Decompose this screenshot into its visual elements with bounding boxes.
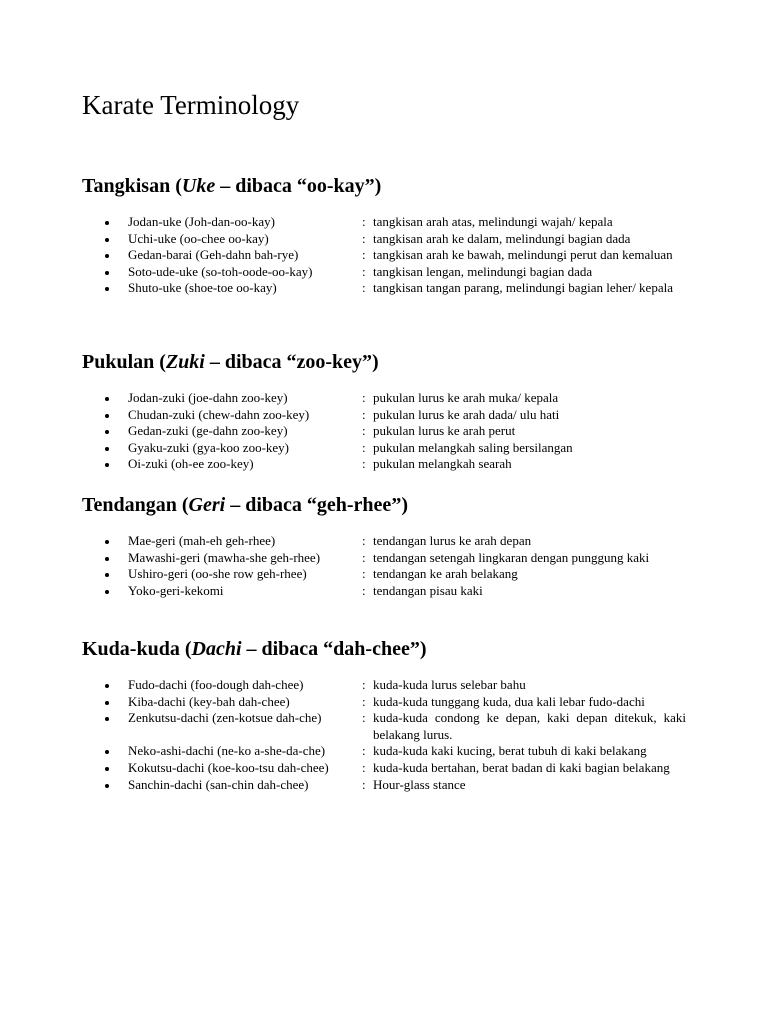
term-name: Gyaku-zuki (gya-koo zoo-key): [128, 439, 289, 455]
section-zuki: [82, 349, 687, 473]
list-item: [82, 407, 687, 424]
term-name: Zenkutsu-dachi (zen-kotsue dah-che): [128, 710, 322, 726]
term-name: Ushiro-geri (oo-she row geh-rhee): [128, 566, 307, 582]
term-list: [82, 214, 687, 297]
term-separator: :: [362, 423, 366, 439]
term-separator: :: [362, 247, 366, 263]
term-name: Jodan-uke (Joh-dan-oo-kay): [128, 214, 275, 229]
term-list: [82, 533, 687, 599]
term-separator: :: [362, 280, 366, 296]
list-item: [82, 456, 687, 473]
term-name: Gedan-zuki (ge-dahn zoo-key): [128, 423, 288, 439]
section-dachi: [82, 636, 687, 793]
list-item: [82, 743, 687, 760]
term-definition: tendangan ke arah belakang: [373, 566, 518, 582]
term-name: Mawashi-geri (mawha-she geh-rhee): [128, 549, 321, 565]
term-separator: :: [362, 390, 366, 405]
list-item: [82, 533, 687, 550]
term-definition: tendangan pisau kaki: [373, 582, 483, 598]
term-name: Jodan-zuki (joe-dahn zoo-key): [128, 390, 288, 405]
term-name: Gedan-barai (Geh-dahn bah-rye): [128, 247, 299, 263]
term-separator: :: [362, 776, 366, 792]
list-item: [82, 566, 687, 583]
term-separator: :: [362, 456, 366, 472]
section-heading: Tangkisan (Uke – dibaca “oo-kay”): [82, 175, 382, 197]
term-separator: :: [362, 693, 366, 709]
section-heading: Kuda-kuda (Dachi – dibaca “dah-chee”): [82, 638, 427, 660]
term-definition: pukulan melangkah saling bersilangan: [373, 439, 573, 455]
term-name: Neko-ashi-dachi (ne-ko a-she-da-che): [128, 743, 326, 759]
list-item: [82, 440, 687, 457]
term-definition: tendangan lurus ke arah depan: [373, 533, 532, 548]
term-name: Chudan-zuki (chew-dahn zoo-key): [128, 406, 310, 422]
term-name: Uchi-uke (oo-chee oo-kay): [128, 230, 269, 246]
term-definition: kuda-kuda kaki kucing, berat tubuh di kaki belakang: [373, 743, 647, 759]
term-name: Kiba-dachi (key-bah dah-chee): [128, 693, 290, 709]
bullet-icon: [82, 423, 128, 440]
term-definition: pukulan lurus ke arah dada/ ulu hati: [373, 406, 560, 422]
bullet-icon: [82, 677, 128, 694]
section-heading: Pukulan (Zuki – dibaca “zoo-key”): [82, 351, 379, 373]
term-list: [82, 677, 687, 793]
list-item: [82, 390, 687, 407]
list-item: [82, 264, 687, 281]
term-separator: :: [362, 549, 366, 565]
bullet-icon: [82, 583, 128, 600]
bullet-icon: [82, 214, 128, 231]
list-item: [82, 214, 687, 231]
section-uke: [82, 173, 687, 297]
term-definition: kuda-kuda lurus selebar bahu: [373, 677, 526, 692]
term-definition: tangkisan tangan parang, melindungi bagian leher/ kepala: [373, 280, 673, 296]
term-definition: tangkisan lengan, melindungi bagian dada: [373, 263, 593, 279]
bullet-icon: [82, 456, 128, 473]
list-item: [82, 231, 687, 248]
term-separator: :: [362, 230, 366, 246]
bullet-icon: [82, 231, 128, 248]
term-separator: :: [362, 566, 366, 582]
term-name: Sanchin-dachi (san-chin dah-chee): [128, 776, 309, 792]
bullet-icon: [82, 440, 128, 457]
bullet-icon: [82, 247, 128, 264]
term-name: Mae-geri (mah-eh geh-rhee): [128, 533, 276, 548]
list-item: [82, 777, 687, 794]
term-name: Shuto-uke (shoe-toe oo-kay): [128, 280, 277, 296]
bullet-icon: [82, 264, 128, 281]
section-heading: Tendangan (Geri – dibaca “geh-rhee”): [82, 494, 408, 516]
list-item: [82, 550, 687, 567]
bullet-icon: [82, 777, 128, 794]
term-separator: :: [362, 406, 366, 422]
bullet-icon: [82, 280, 128, 297]
term-definition: kuda-kuda bertahan, berat badan di kaki bagian belakang: [373, 759, 670, 775]
list-item: [82, 583, 687, 600]
list-item: [82, 677, 687, 694]
term-name: Oi-zuki (oh-ee zoo-key): [128, 456, 254, 472]
bullet-icon: [82, 533, 128, 550]
term-separator: :: [362, 439, 366, 455]
list-item: [82, 710, 687, 743]
list-item: [82, 423, 687, 440]
term-definition: pukulan lurus ke arah perut: [373, 423, 516, 439]
term-separator: :: [362, 214, 366, 229]
term-definition: kuda-kuda condong ke depan, kaki depan ditekuk, kaki belakang lurus.: [373, 710, 686, 742]
bullet-icon: [82, 407, 128, 424]
term-name: Kokutsu-dachi (koe-koo-tsu dah-chee): [128, 759, 329, 775]
term-separator: :: [362, 533, 366, 548]
bullet-icon: [82, 550, 128, 567]
term-definition: pukulan lurus ke arah muka/ kepala: [373, 390, 559, 405]
list-item: [82, 760, 687, 777]
term-name: Fudo-dachi (foo-dough dah-chee): [128, 677, 304, 692]
list-item: [82, 280, 687, 297]
term-definition: kuda-kuda tunggang kuda, dua kali lebar fudo-dachi: [373, 693, 645, 709]
term-separator: :: [362, 710, 366, 726]
term-separator: :: [362, 743, 366, 759]
term-separator: :: [362, 582, 366, 598]
list-item: [82, 247, 687, 264]
term-definition: tangkisan arah ke bawah, melindungi perut dan kemaluan: [373, 247, 673, 263]
term-separator: :: [362, 263, 366, 279]
bullet-icon: [82, 743, 128, 760]
term-separator: :: [362, 677, 366, 692]
term-definition: tendangan setengah lingkaran dengan punggung kaki: [373, 549, 650, 565]
term-definition: tangkisan arah atas, melindungi wajah/ kepala: [373, 214, 613, 229]
term-name: Soto-ude-uke (so-toh-oode-oo-kay): [128, 263, 313, 279]
bullet-icon: [82, 760, 128, 777]
bullet-icon: [82, 694, 128, 711]
list-item: [82, 694, 687, 711]
term-list: [82, 390, 687, 473]
document-title: Karate Terminology: [82, 90, 300, 120]
term-name: Yoko-geri-kekomi: [128, 582, 224, 598]
bullet-icon: [82, 710, 128, 743]
term-definition: tangkisan arah ke dalam, melindungi bagian dada: [373, 230, 631, 246]
term-definition: pukulan melangkah searah: [373, 456, 512, 472]
bullet-icon: [82, 390, 128, 407]
term-separator: :: [362, 759, 366, 775]
term-definition: Hour-glass stance: [373, 776, 466, 792]
bullet-icon: [82, 566, 128, 583]
section-geri: [82, 492, 687, 599]
